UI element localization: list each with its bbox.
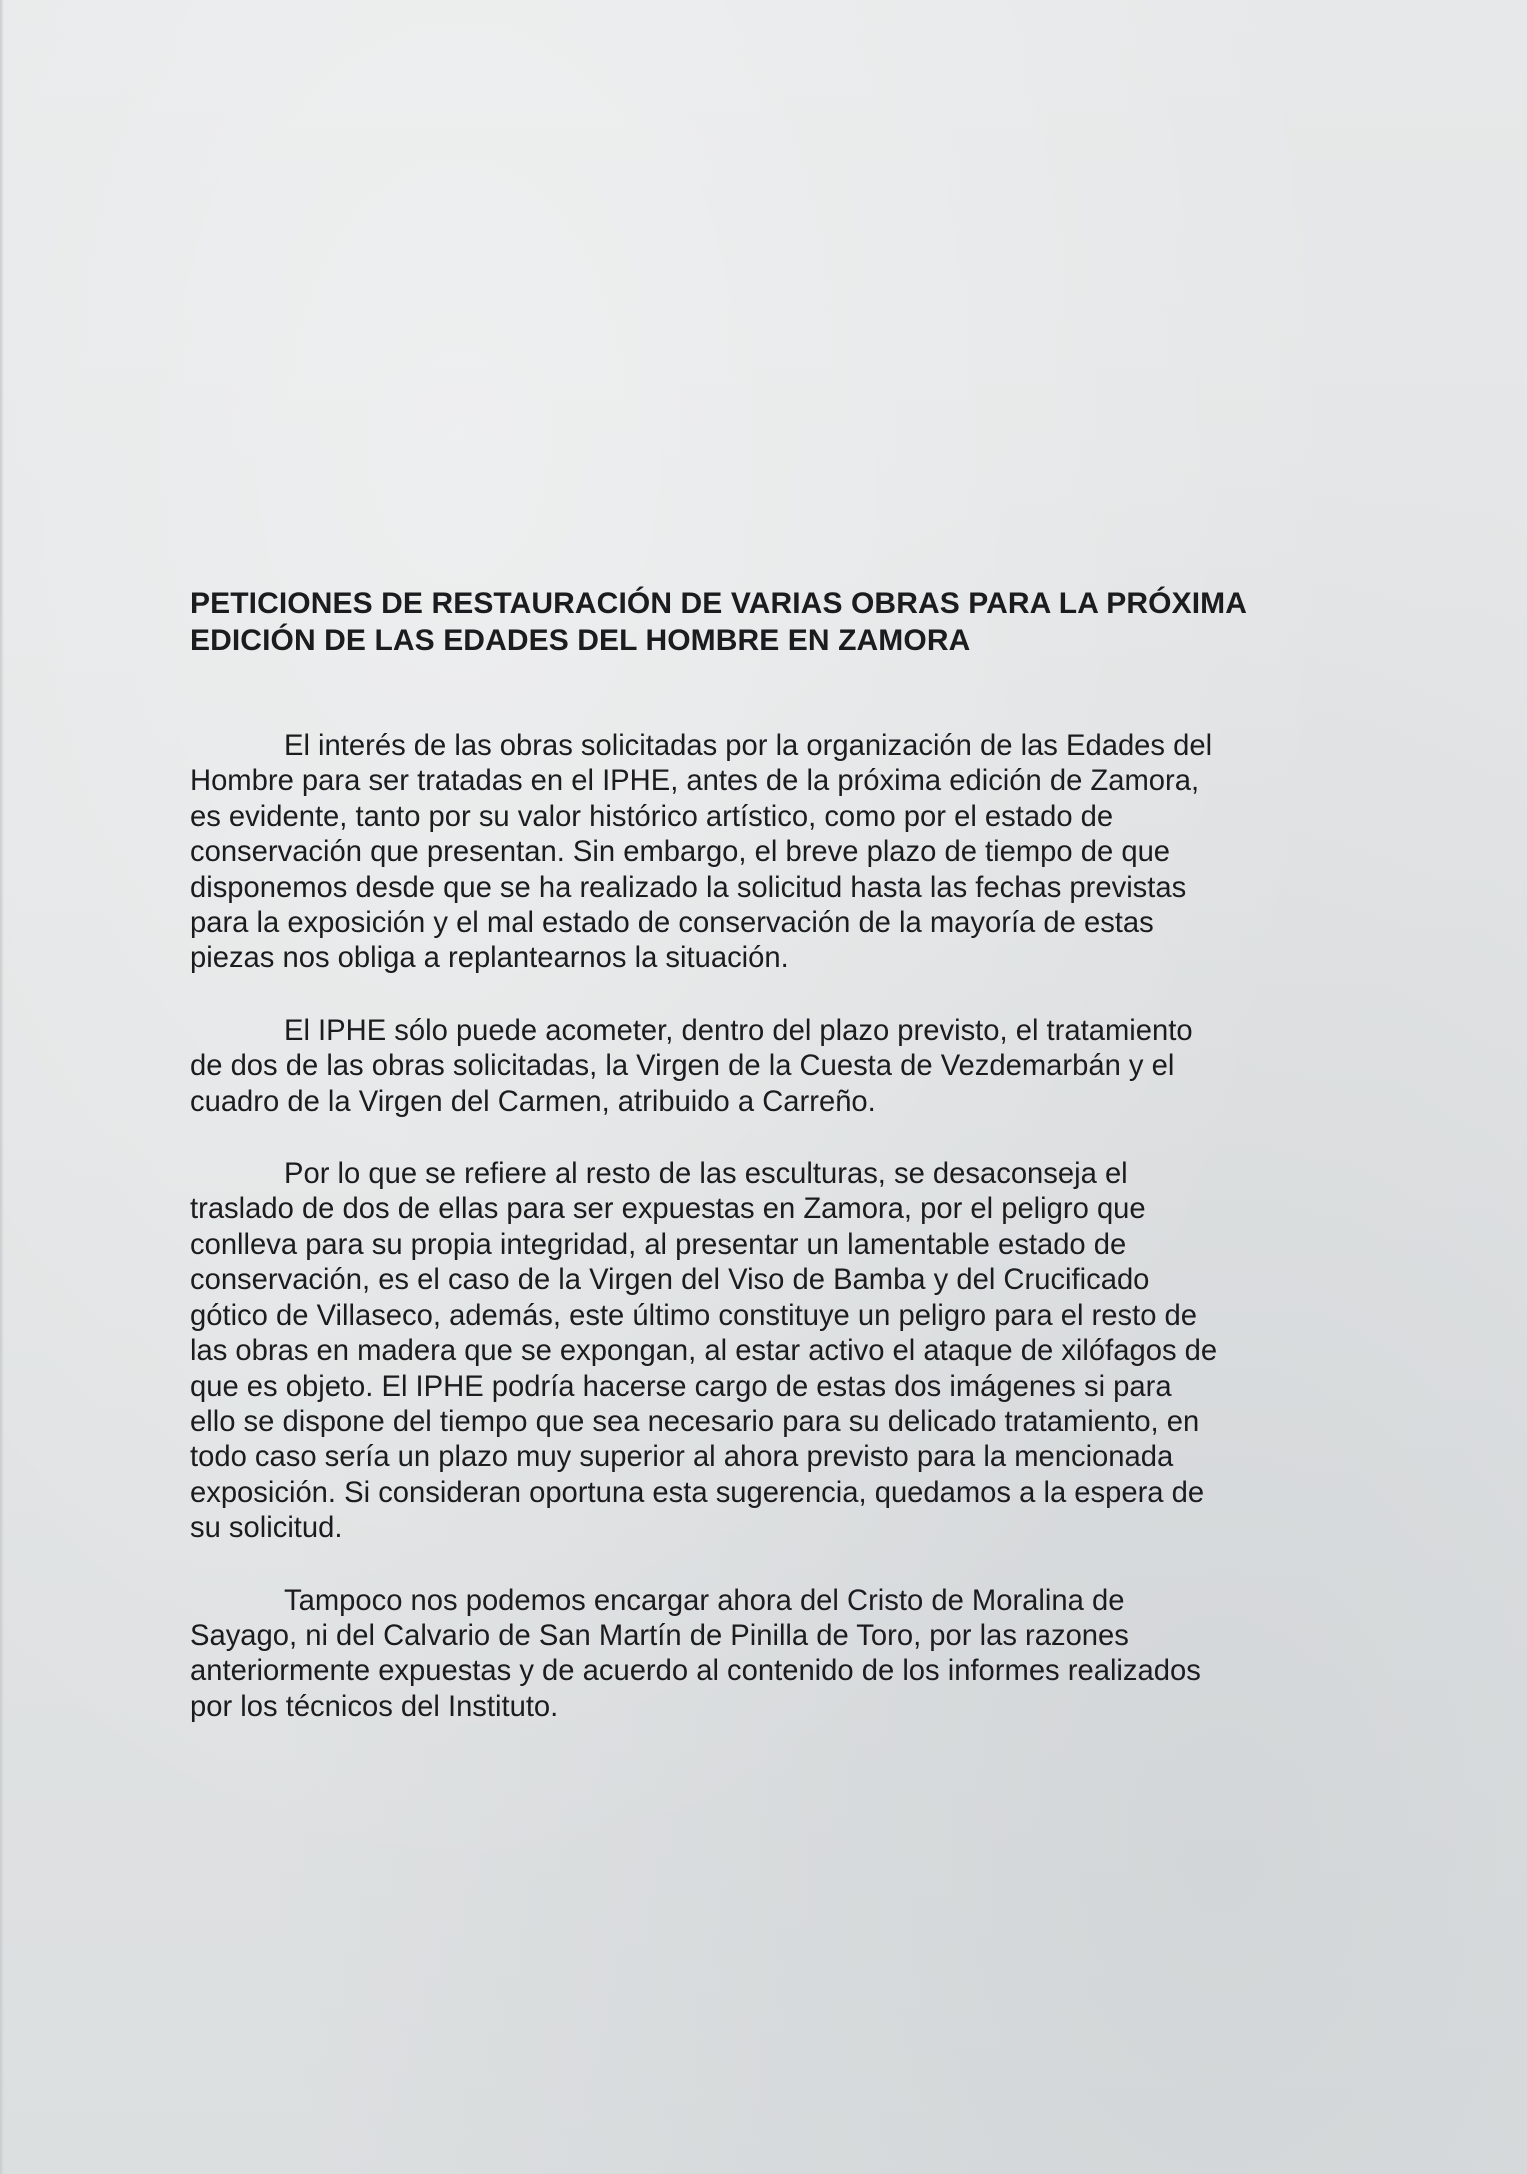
title-line-1: PETICIONES DE RESTAURACIÓN DE VARIAS OBRAS PARA LA PRÓXIMA: [190, 587, 1247, 620]
paragraph-4: Tampoco nos podemos encargar ahora del Cristo de Moralina de Sayago, ni del Calvario de San Martín de Pinilla de Toro, por las razones anteriormente expuestas y de acuerdo al contenido de los informes realizados por los técnicos del Instituto.: [190, 1584, 1201, 1723]
paragraph-1: El interés de las obras solicitadas por la organización de las Edades del Hombre para ser tratadas en el IPHE, antes de la próxima edición de Zamora, es evidente, tanto por su valor histórico artístico, como por el estado de conservación que presentan. Sin embargo, el breve plazo de tiempo de que disponemos desde que se ha realizado la solicitud hasta las fechas previstas para la exposición y el mal estado de conservación de la mayoría de estas piezas nos obliga a replantearnos la situación.: [190, 730, 1213, 975]
paragraph-3: Por lo que se refiere al resto de las esculturas, se desaconseja el traslado de dos de ellas para ser expuestas en Zamora, por el peligro que conlleva para su propia integridad, al presentar un lamentable estado de conservación, es el caso de la Virgen del Viso de Bamba y del Crucificado gótico de Villaseco, además, este último constituye un peligro para el resto de las obras en madera que se expongan, al estar activo el ataque de xilófagos de que es objeto. El IPHE podría hacerse cargo de estas dos imágenes si para ello se dispone del tiempo que sea necesario para su delicado tratamiento, en todo caso sería un plazo muy superior al ahora previsto para la mencionada exposición. Si consideran oportuna esta sugerencia, quedamos a la espera de su solicitud.: [190, 1158, 1218, 1545]
title-line-2: EDICIÓN DE LAS EDADES DEL HOMBRE EN ZAMORA: [190, 624, 971, 657]
document-title: [190, 585, 1330, 659]
page-edge-shadow: [0, 0, 4, 2174]
document-body: [190, 585, 1330, 1725]
paragraph-2: El IPHE sólo puede acometer, dentro del plazo previsto, el tratamiento de dos de las obras solicitadas, la Virgen de la Cuesta de Vezdemarbán y el cuadro de la Virgen del Carmen, atribuido a Carreño.: [190, 1014, 1193, 1118]
